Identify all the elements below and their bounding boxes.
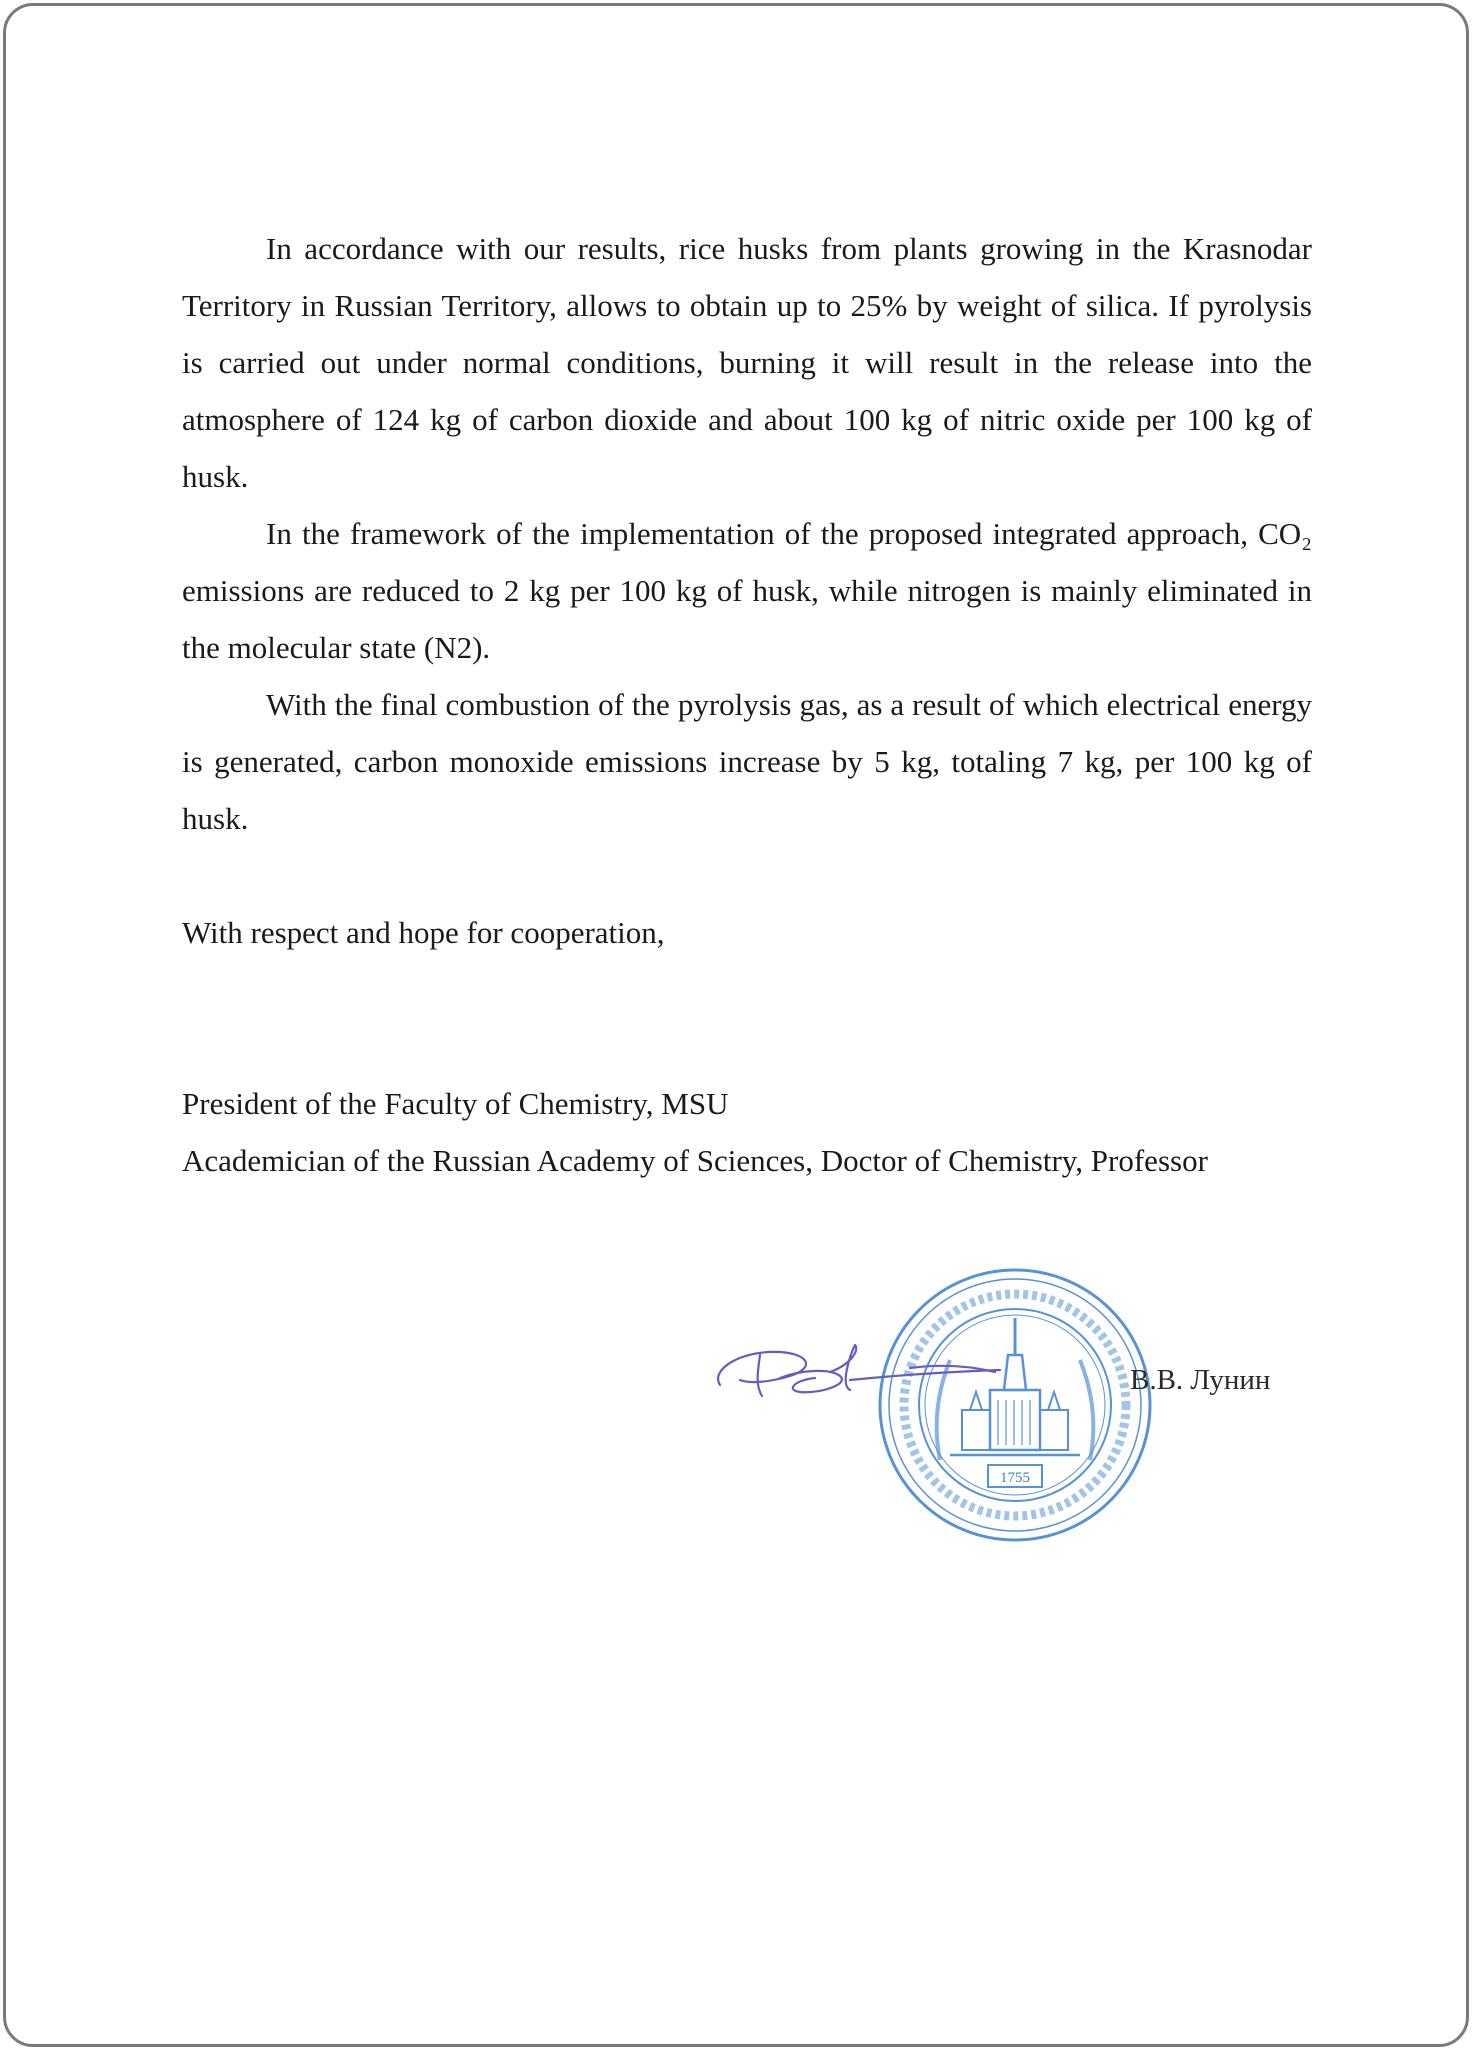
signatory-block [182,1075,1312,1189]
paragraph-1: In accordance with our results, rice husks from plants growing in the Krasnodar Territory in Russian Territory, allows to obtain up to 25% by weight of silica. If pyrolysis is carried out under normal conditions, burning it will result in the release into the atmosphere of 124 kg of carbon dioxide and about 100 kg of nitric oxide per 100 kg of husk. [182,231,1312,494]
handwritten-signature-icon [700,1310,1030,1420]
signatory-credentials: Academician of the Russian Academy of Sciences, Doctor of Chemistry, Professor [182,1143,1208,1178]
letter-body [182,220,1312,1189]
signature-area [690,1240,1330,1540]
paragraph-2: In the framework of the implementation of the proposed integrated approach, CO₂ emissions are reduced to 2 kg per 100 kg of husk, while nitrogen is mainly eliminated in the molecular state (N2). [182,516,1312,665]
svg-text:1755: 1755 [1000,1470,1030,1486]
signer-name: В.В. Лунин [1130,1364,1271,1396]
closing-line: With respect and hope for cooperation, [182,915,665,950]
paragraph-3: With the final combustion of the pyrolysis gas, as a result of which electrical energy is generated, carbon monoxide emissions increase by 5 kg, totaling 7 kg, per 100 kg of husk. [182,687,1312,836]
signatory-title: President of the Faculty of Chemistry, MSU [182,1086,729,1121]
